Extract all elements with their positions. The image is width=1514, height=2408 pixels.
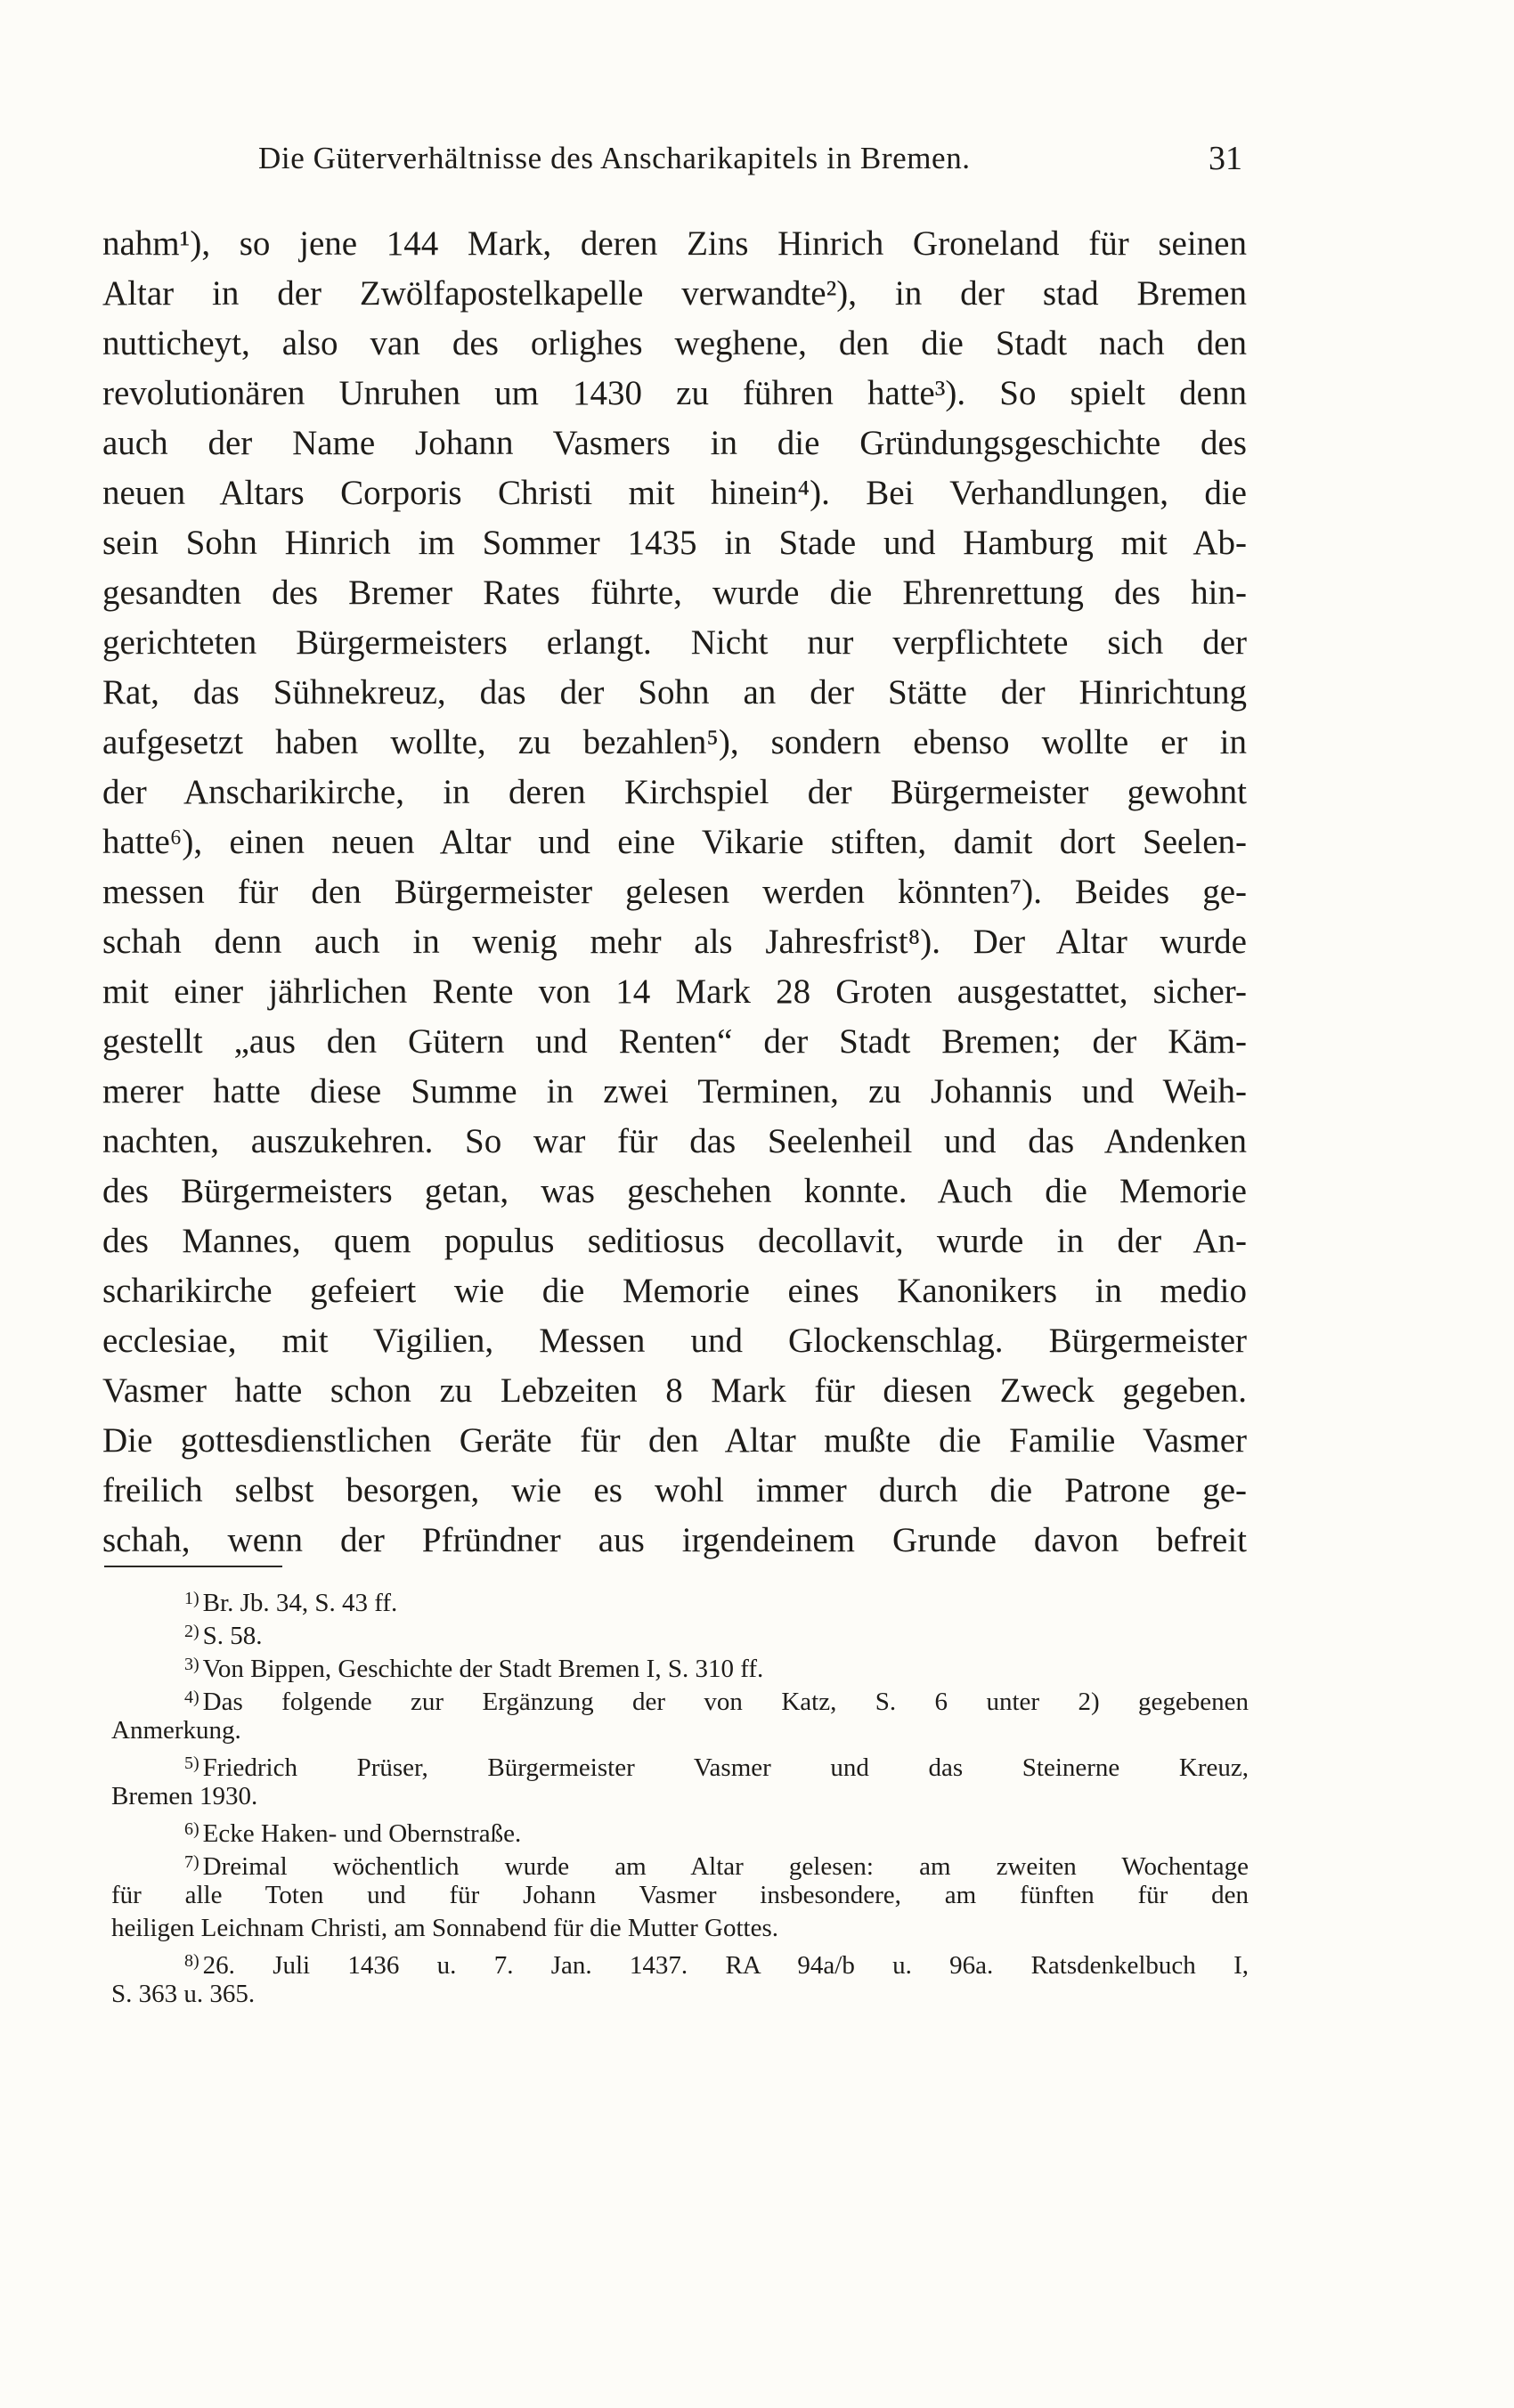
text-line: Altar in der Zwölfapostelkapelle verwandte²), in der stad Bremen bbox=[102, 274, 1247, 313]
footnote-text: Friedrich Prüser, Bürgermeister Vasmer und das Steinerne Kreuz, bbox=[202, 1753, 1249, 1782]
footnote-6 bbox=[111, 1813, 1249, 1846]
text-line: der Anscharikirche, in deren Kirchspiel der Bürgermeister gewohnt bbox=[102, 773, 1247, 811]
text-line: mit einer jährlichen Rente von 14 Mark 28 Groten ausgestattet, sicher- bbox=[102, 972, 1247, 1011]
text-line: schah denn auch in wenig mehr als Jahresfrist⁸). Der Altar wurde bbox=[102, 923, 1247, 961]
footnote-text: S. 58. bbox=[202, 1622, 263, 1650]
text-line: des Mannes, quem populus seditiosus decollavit, wurde in der An- bbox=[102, 1222, 1247, 1260]
text-line: nachten, auszukehren. So war für das Seelenheil und das Andenken bbox=[102, 1122, 1247, 1160]
footnote-text: 26. Juli 1436 u. 7. Jan. 1437. RA 94a/b u. 96a. Ratsdenkelbuch I, bbox=[202, 1951, 1249, 1980]
footnote-separator bbox=[104, 1566, 282, 1567]
text-line: aufgesetzt haben wollte, zu bezahlen⁵), sondern ebenso wollte er in bbox=[102, 723, 1247, 761]
text-line: nutticheyt, also van des orlighes weghene, den die Stadt nach den bbox=[102, 324, 1247, 362]
footnote-marker: 7) bbox=[184, 1852, 199, 1872]
text-line: ecclesiae, mit Vigilien, Messen und Glockenschlag. Bürgermeister bbox=[102, 1322, 1247, 1360]
footnote-text: Br. Jb. 34, S. 43 ff. bbox=[202, 1589, 398, 1617]
footnote-text: Ecke Haken- und Obernstraße. bbox=[202, 1819, 522, 1848]
footnote-continuation: Anmerkung. bbox=[111, 1716, 241, 1745]
page-header bbox=[258, 141, 1242, 187]
text-line: nahm¹), so jene 144 Mark, deren Zins Hinrich Groneland für seinen bbox=[102, 224, 1247, 263]
text-line: auch der Name Johann Vasmers in die Gründungsgeschichte des bbox=[102, 424, 1247, 462]
footnote-2 bbox=[111, 1615, 1249, 1648]
running-title: Die Güterverhältnisse des Anscharikapitels in Bremen. bbox=[258, 141, 971, 175]
footnote-continuation: für alle Toten und für Johann Vasmer insbesondere, am fünften für den bbox=[111, 1881, 1249, 1909]
footnote-marker: 3) bbox=[184, 1655, 199, 1674]
footnote-continuation: heiligen Leichnam Christi, am Sonnabend für die Mutter Gottes. bbox=[111, 1914, 779, 1942]
text-line: Vasmer hatte schon zu Lebzeiten 8 Mark für diesen Zweck gegeben. bbox=[102, 1371, 1247, 1410]
text-line: gestellt „aus den Gütern und Renten“ der Stadt Bremen; der Käm- bbox=[102, 1022, 1247, 1061]
footnote-3 bbox=[111, 1648, 1249, 1681]
footnote-4 bbox=[111, 1681, 1249, 1714]
text-line: revolutionären Unruhen um 1430 zu führen hatte³). So spielt denn bbox=[102, 374, 1247, 412]
text-line: merer hatte diese Summe in zwei Terminen, zu Johannis und Weih- bbox=[102, 1072, 1247, 1110]
main-text bbox=[102, 219, 1247, 1566]
footnote-marker: 1) bbox=[184, 1589, 199, 1608]
text-line: gesandten des Bremer Rates führte, wurde die Ehrenrettung des hin- bbox=[102, 574, 1247, 612]
footnote-7 bbox=[111, 1846, 1249, 1879]
footnote-marker: 6) bbox=[184, 1819, 199, 1839]
text-line: freilich selbst besorgen, wie es wohl immer durch die Patrone ge- bbox=[102, 1471, 1247, 1509]
footnote-continuation: S. 363 u. 365. bbox=[111, 1980, 256, 2008]
footnote-5 bbox=[111, 1747, 1249, 1780]
footnote-marker: 5) bbox=[184, 1753, 199, 1773]
text-line: hatte⁶), einen neuen Altar und eine Vikarie stiften, damit dort Seelen- bbox=[102, 823, 1247, 861]
text-line: scharikirche gefeiert wie die Memorie eines Kanonikers in medio bbox=[102, 1272, 1247, 1310]
footnote-text: Das folgende zur Ergänzung der von Katz, S. 6 unter 2) gegebenen bbox=[202, 1688, 1249, 1716]
text-line: schah, wenn der Pfründner aus irgendeinem Grunde davon befreit bbox=[102, 1521, 1247, 1559]
footnote-marker: 2) bbox=[184, 1622, 199, 1641]
footnote-marker: 4) bbox=[184, 1688, 199, 1707]
footnote-1 bbox=[111, 1582, 1249, 1615]
text-line: sein Sohn Hinrich im Sommer 1435 in Stade und Hamburg mit Ab- bbox=[102, 524, 1247, 562]
text-line: des Bürgermeisters getan, was geschehen konnte. Auch die Memorie bbox=[102, 1172, 1247, 1210]
footnote-continuation: Bremen 1930. bbox=[111, 1782, 258, 1810]
text-line: messen für den Bürgermeister gelesen werden könnten⁷). Beides ge- bbox=[102, 873, 1247, 911]
footnote-text: Von Bippen, Geschichte der Stadt Bremen I, S. 310 ff. bbox=[202, 1655, 764, 1683]
text-line: gerichteten Bürgermeisters erlangt. Nicht nur verpflichtete sich der bbox=[102, 623, 1247, 662]
text-line: Rat, das Sühnekreuz, das der Sohn an der Stätte der Hinrichtung bbox=[102, 673, 1247, 712]
footnotes bbox=[111, 1582, 1249, 2011]
footnote-marker: 8) bbox=[184, 1951, 199, 1971]
page-number: 31 bbox=[1209, 140, 1242, 177]
text-line: Die gottesdienstlichen Geräte für den Altar mußte die Familie Vasmer bbox=[102, 1421, 1247, 1460]
text-line: neuen Altars Corporis Christi mit hinein⁴). Bei Verhandlungen, die bbox=[102, 474, 1247, 512]
footnote-8 bbox=[111, 1945, 1249, 1978]
footnote-text: Dreimal wöchentlich wurde am Altar gelesen: am zweiten Wochentage bbox=[202, 1852, 1249, 1881]
